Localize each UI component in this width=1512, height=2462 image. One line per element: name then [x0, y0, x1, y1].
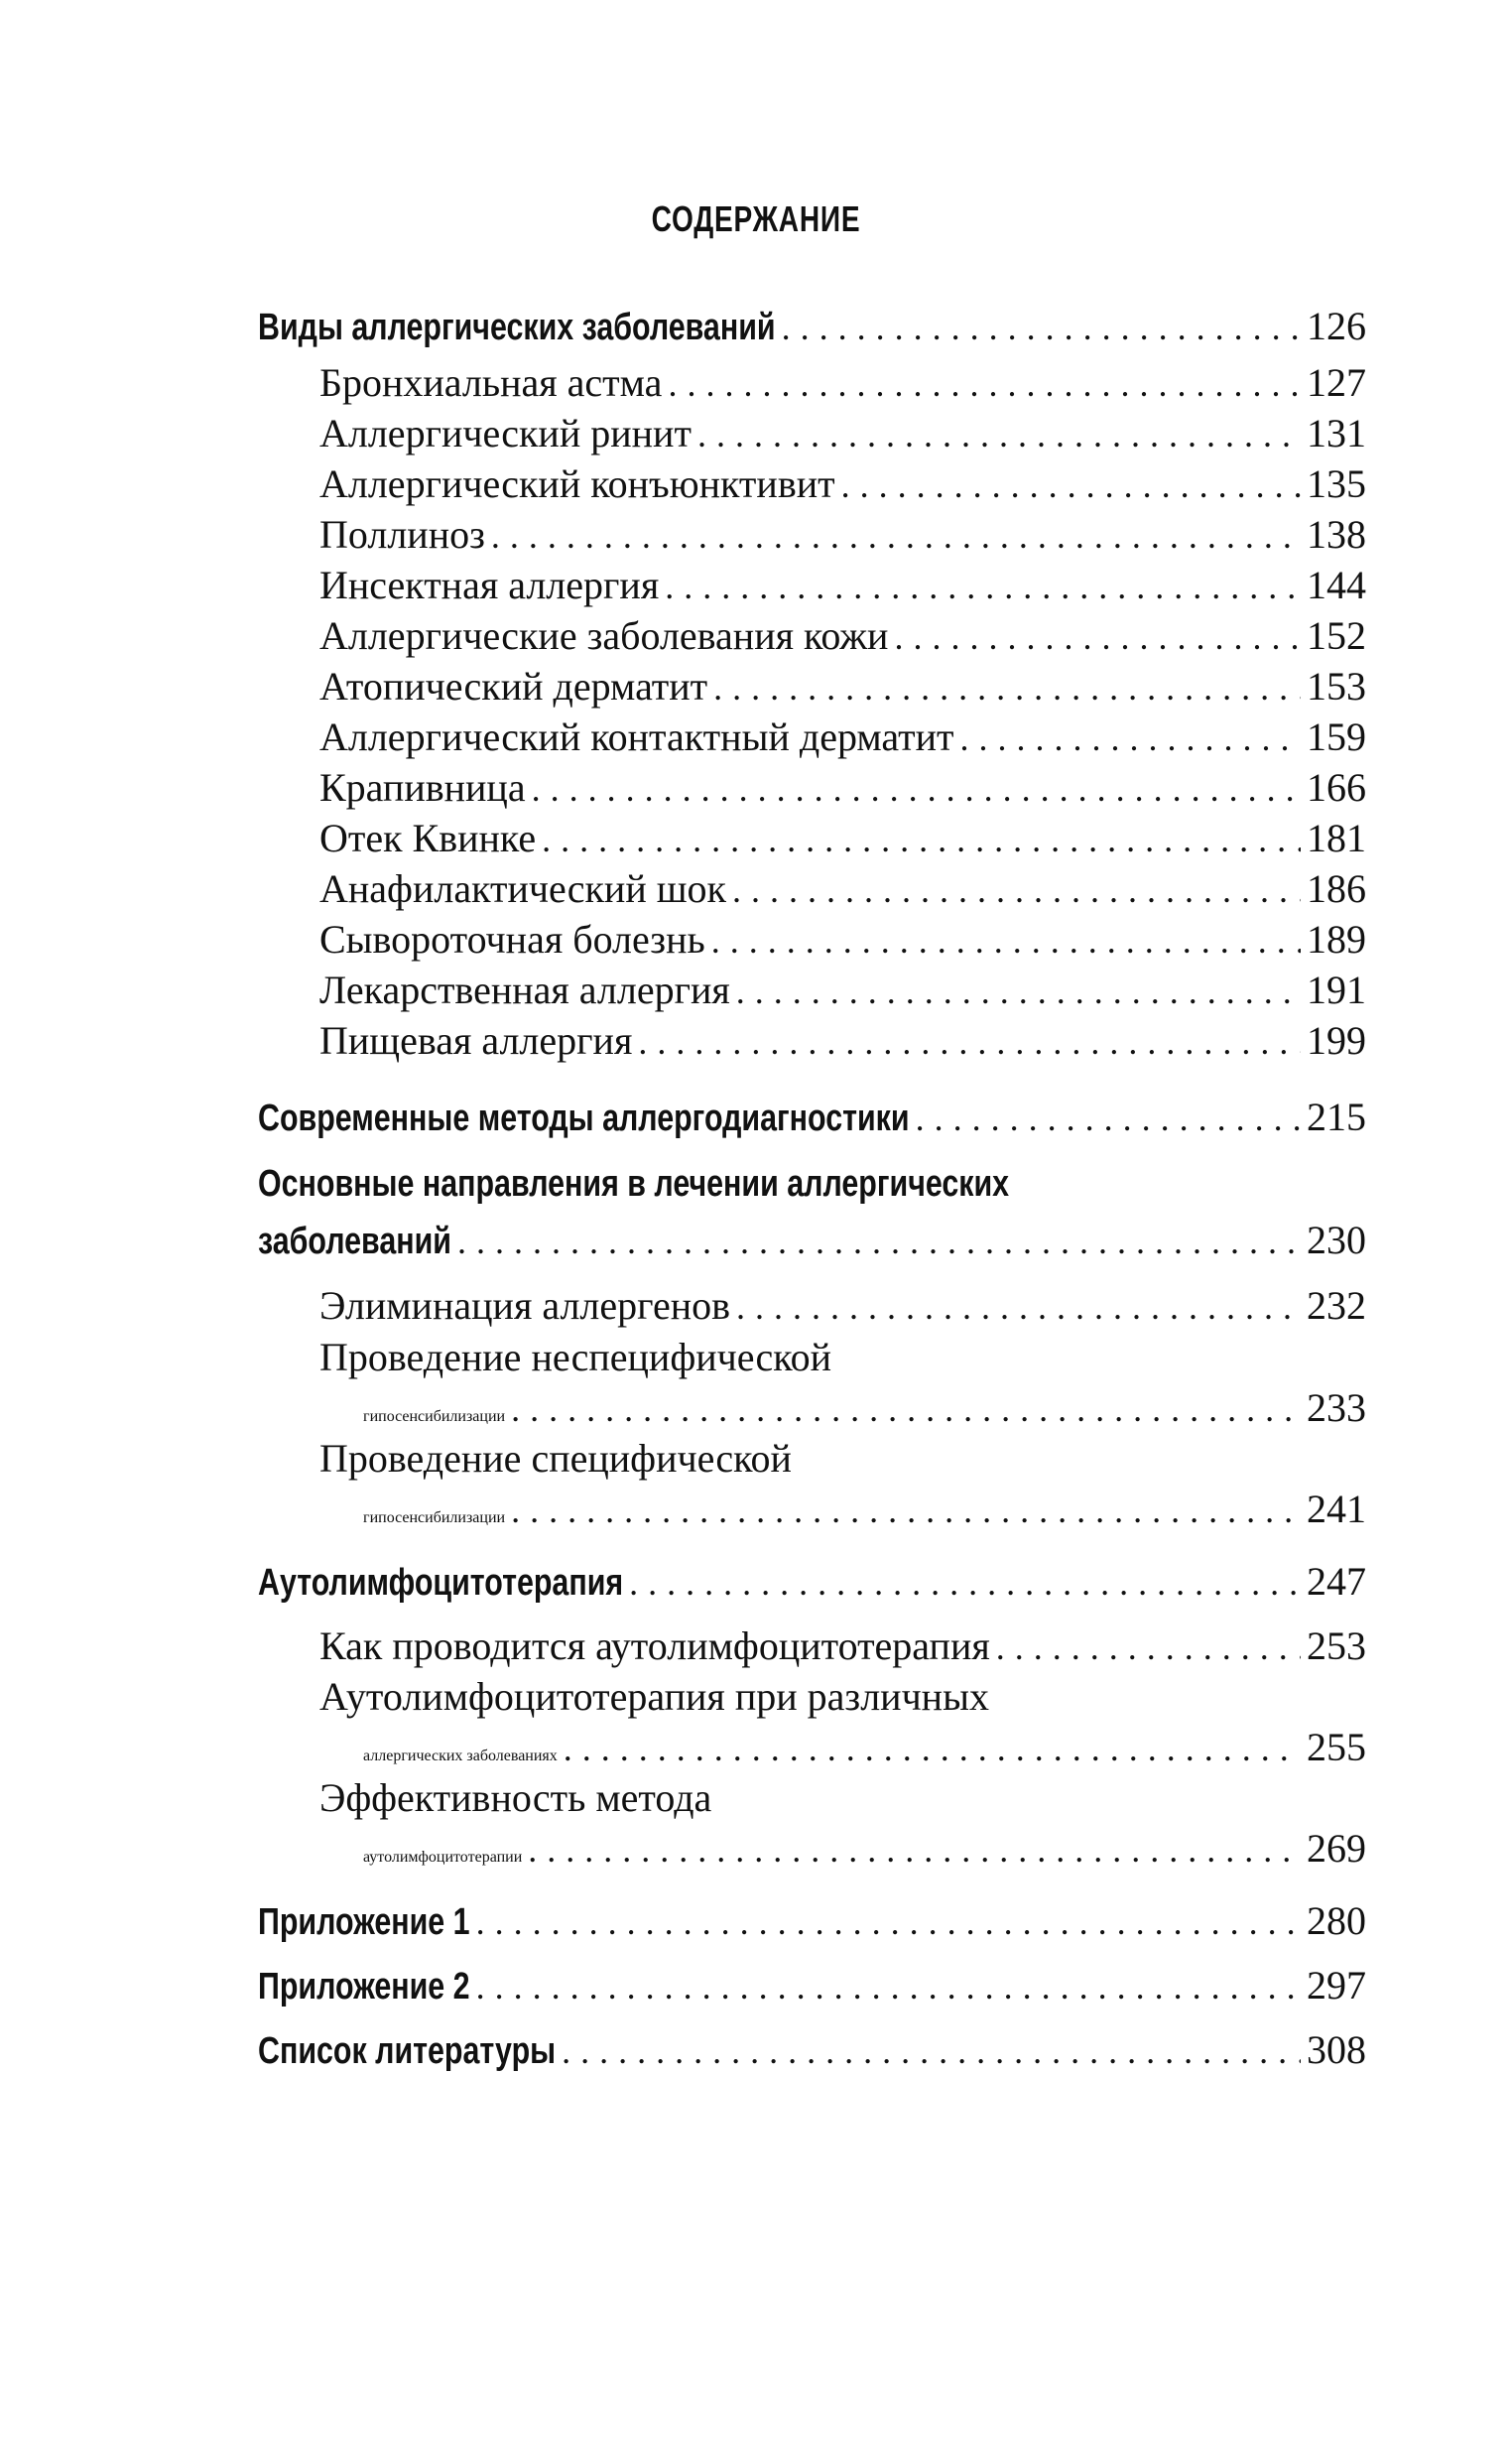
leader-dots [916, 1098, 1301, 1139]
leader-dots [782, 307, 1301, 348]
toc-entry-appendix-2[interactable] [258, 1962, 1366, 2008]
leader-dots [528, 1829, 1301, 1871]
toc-entry-page: 230 [1307, 1218, 1366, 1262]
toc-entry-page: 247 [1307, 1559, 1366, 1604]
leader-dots [476, 1966, 1301, 2008]
toc-entry-page: 241 [1307, 1487, 1366, 1531]
toc-entry-nonspecific-hyposensitization[interactable] [258, 1384, 1366, 1431]
toc-entry-label: Приложение 2 [258, 1966, 470, 2008]
toc-entry-various-diseases[interactable] [258, 1724, 1366, 1770]
toc-entry-various-line1: Аутолимфоцитотерапия при различных [319, 1674, 989, 1719]
toc-entry-nonspecific-line1: Проведение неспецифической [319, 1335, 832, 1379]
toc-entry-pollinosis[interactable] [258, 511, 1366, 558]
toc-entry-page: 199 [1307, 1018, 1366, 1063]
leader-dots [841, 464, 1301, 506]
leader-dots [736, 1286, 1301, 1328]
leader-dots [668, 363, 1301, 405]
page-title: СОДЕРЖАНИЕ [651, 198, 861, 239]
toc-entry-label: Лекарственная аллергия [319, 968, 730, 1012]
toc-entry-label: Анафилактический шок [319, 866, 726, 911]
toc-entry-label: Отек Квинке [319, 816, 537, 860]
toc-entry-page: 153 [1307, 664, 1366, 709]
toc-entry-page: 127 [1307, 360, 1366, 405]
toc-entry-page: 159 [1307, 714, 1366, 759]
leader-dots [736, 971, 1301, 1012]
toc-entry-page: 280 [1307, 1898, 1366, 1943]
leader-dots [711, 920, 1301, 962]
toc-entry-page: 126 [1307, 304, 1366, 348]
leader-dots [511, 1388, 1301, 1430]
toc-entry-effectiveness-line1: Эффективность метода [319, 1775, 712, 1820]
leader-dots [542, 819, 1301, 860]
leader-dots [476, 1901, 1301, 1943]
toc-entry-how-performed[interactable] [258, 1622, 1366, 1669]
toc-entry-specific-line1: Проведение специфической [319, 1436, 792, 1481]
toc-entry-allergic-rhinitis[interactable] [258, 410, 1366, 456]
toc-entry-page: 233 [1307, 1385, 1366, 1430]
toc-entry-label: Элиминация аллергенов [319, 1283, 731, 1328]
toc-entry-label: Крапивница [319, 765, 526, 810]
toc-entry-page: 186 [1307, 866, 1366, 911]
leader-dots [894, 616, 1301, 658]
toc-entry-label: Поллиноз [319, 512, 485, 557]
toc-entry-page: 135 [1307, 461, 1366, 506]
toc-entry-insect-allergy[interactable] [258, 562, 1366, 608]
toc-entry-autolymphocytotherapy[interactable] [258, 1558, 1366, 1605]
toc-entry-drug-allergy[interactable] [258, 967, 1366, 1013]
toc-entry-allergic-conjunctivitis[interactable] [258, 460, 1366, 507]
leader-dots [564, 1728, 1301, 1769]
toc-entry-label: аллергических заболеваниях [363, 1748, 558, 1764]
toc-entry-page: 144 [1307, 563, 1366, 607]
leader-dots [638, 1021, 1301, 1063]
toc-entry-label: Виды аллергических заболеваний [258, 307, 776, 348]
toc-entry-allergen-elimination[interactable] [258, 1282, 1366, 1329]
toc-entry-diagnostics[interactable] [258, 1094, 1366, 1140]
leader-dots [532, 768, 1301, 810]
leader-dots [491, 515, 1301, 557]
toc-entry-label: Аллергический конъюнктивит [319, 461, 835, 506]
toc-entry-page: 166 [1307, 765, 1366, 810]
toc-entry-page: 269 [1307, 1826, 1366, 1871]
toc-entry-method-effectiveness[interactable] [258, 1825, 1366, 1872]
leader-dots [697, 414, 1301, 455]
toc-entry-label: заболеваний [258, 1221, 451, 1262]
toc-entry-skin-allergies[interactable] [258, 612, 1366, 659]
toc-entry-urticaria[interactable] [258, 764, 1366, 811]
leader-dots [996, 1626, 1301, 1668]
toc-entry-label: гипосенсибилизации [363, 1509, 506, 1526]
toc-entry-label: Аутолимфоцитотерапия [258, 1562, 624, 1604]
toc-entry-quincke-edema[interactable] [258, 815, 1366, 861]
toc-entry-bronchial-asthma[interactable] [258, 359, 1366, 406]
toc-entry-label: Сывороточная болезнь [319, 917, 705, 962]
toc-entry-page: 297 [1307, 1963, 1366, 2008]
toc-entry-label: Аллергический ринит [319, 411, 692, 455]
toc-entry-treatment[interactable] [258, 1217, 1366, 1263]
leader-dots [629, 1562, 1301, 1604]
leader-dots [511, 1490, 1301, 1531]
toc-entry-label: гипосенсибилизации [363, 1408, 506, 1425]
toc-entry-page: 191 [1307, 968, 1366, 1012]
toc-entry-allergic-diseases[interactable] [258, 303, 1366, 349]
toc-entry-food-allergy[interactable] [258, 1017, 1366, 1064]
toc-entry-label: Список литературы [258, 2030, 557, 2072]
toc-entry-page: 189 [1307, 917, 1366, 962]
toc-entry-serum-sickness[interactable] [258, 916, 1366, 963]
leader-dots [457, 1221, 1301, 1262]
toc-entry-page: 253 [1307, 1623, 1366, 1668]
toc-entry-page: 138 [1307, 512, 1366, 557]
toc-entry-label: Атопический дерматит [319, 664, 708, 709]
toc-entry-label: Инсектная аллергия [319, 563, 660, 607]
toc-entry-treatment-line1: Основные направления в лечении аллергических [258, 1163, 1010, 1205]
toc-entry-appendix-1[interactable] [258, 1897, 1366, 1944]
leader-dots [732, 869, 1301, 911]
toc-entry-page: 232 [1307, 1283, 1366, 1328]
toc-entry-label: Аллергические заболевания кожи [319, 613, 889, 658]
toc-entry-specific-hyposensitization[interactable] [258, 1486, 1366, 1532]
toc-entry-label: Пищевая аллергия [319, 1018, 633, 1063]
toc-entry-atopic-dermatitis[interactable] [258, 663, 1366, 710]
toc-entry-page: 255 [1307, 1725, 1366, 1769]
toc-entry-bibliography[interactable] [258, 2026, 1366, 2073]
toc-entry-page: 215 [1307, 1095, 1366, 1139]
toc-entry-page: 131 [1307, 411, 1366, 455]
toc-entry-label: Современные методы аллергодиагностики [258, 1098, 910, 1139]
toc-entry-label: аутолимфоцитотерапии [363, 1849, 523, 1866]
leader-dots [562, 2030, 1301, 2072]
leader-dots [713, 667, 1301, 709]
toc-entry-label: Приложение 1 [258, 1901, 470, 1943]
leader-dots [959, 717, 1301, 759]
leader-dots [665, 566, 1301, 607]
toc-entry-page: 181 [1307, 816, 1366, 860]
toc-entry-anaphylactic-shock[interactable] [258, 865, 1366, 912]
toc-entry-label: Бронхиальная астма [319, 360, 663, 405]
toc-entry-page: 152 [1307, 613, 1366, 658]
toc-entry-label: Аллергический контактный дерматит [319, 714, 954, 759]
toc-entry-contact-dermatitis[interactable] [258, 713, 1366, 760]
toc-entry-label: Как проводится аутолимфоцитотерапия [319, 1623, 990, 1668]
toc-entry-page: 308 [1307, 2027, 1366, 2072]
